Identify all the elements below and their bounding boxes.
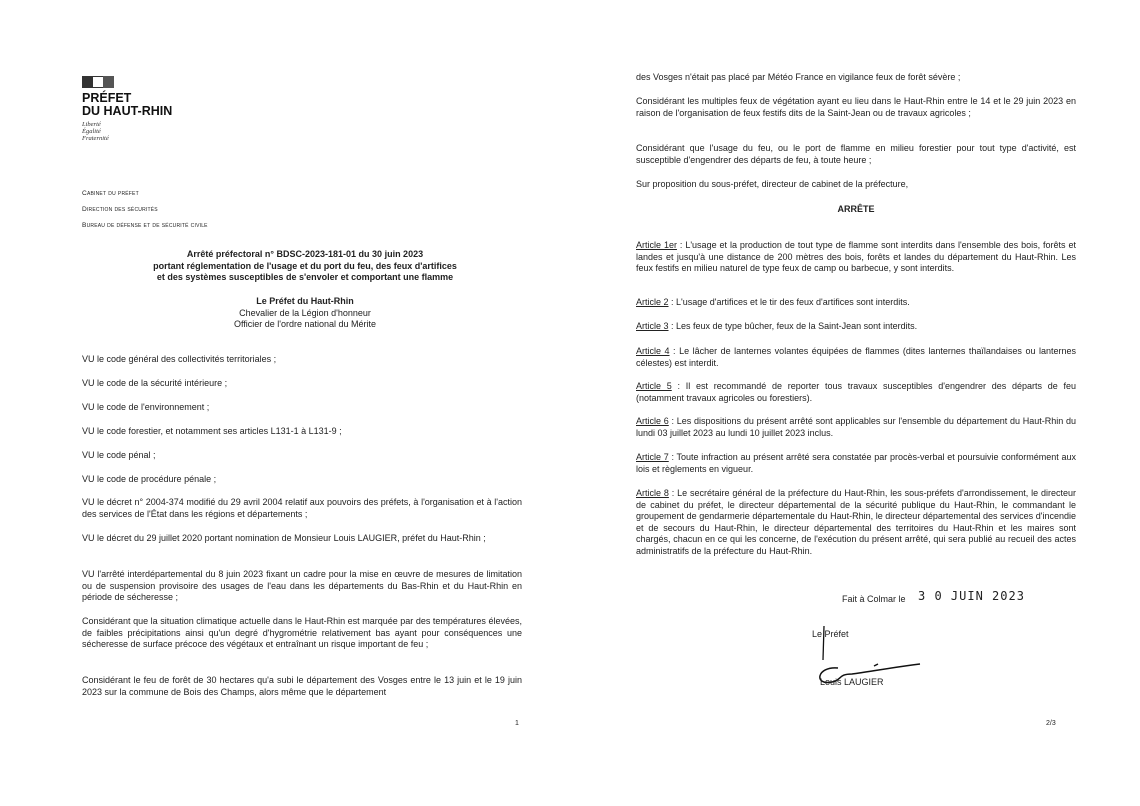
vu-paragraph: VU le code général des collectivités territoriales ; xyxy=(82,354,277,364)
article-label: Article 1er xyxy=(636,240,677,250)
vu-paragraph: VU le code forestier, et notamment ses articles L131-1 à L131-9 ; xyxy=(82,426,342,436)
article-label: Article 7 xyxy=(636,452,669,462)
logo-title-line1: PRÉFET xyxy=(82,91,132,105)
continuation-paragraph: des Vosges n'était pas placé par Météo France en vigilance feux de forêt sévère ; xyxy=(636,72,961,82)
article-8 xyxy=(636,488,1076,557)
article-label: Article 6 xyxy=(636,416,669,426)
motto-liberte: Liberté xyxy=(82,121,101,128)
considerant-paragraph: Considérant que l'usage du feu, ou le port de flamme en milieu forestier pour tout type d'activité, est susceptible d'engendrer des départs de feu, à toute heure ; xyxy=(636,143,1076,165)
article-text: : Les feux de type bûcher, feux de la Saint-Jean sont interdits. xyxy=(668,321,918,331)
article-7 xyxy=(636,452,1076,475)
article-label: Article 3 xyxy=(636,321,669,331)
article-4 xyxy=(636,346,1076,369)
prefet-title-2: Officier de l'ordre national du Mérite xyxy=(233,319,377,329)
vu-paragraph: VU le code de procédure pénale ; xyxy=(82,474,217,484)
vu-paragraph: VU le décret du 29 juillet 2020 portant nomination de Monsieur Louis LAUGIER, préfet du Haut-Rhin ; xyxy=(82,533,486,543)
article-label: Article 8 xyxy=(636,488,669,498)
motto-fraternite: Fraternité xyxy=(82,135,109,142)
article-text: : L'usage d'artifices et le tir des feux d'artifices sont interdits. xyxy=(668,297,910,307)
vu-paragraph: VU l'arrêté interdépartemental du 8 juin 2023 fixant un cadre pour la mise en œuvre de mesures de limitation ou de suspension provisoire des usages de l'eau dans les départements du Bas-Rhin et du Haut-Rhin en période de sécheresse ; xyxy=(82,569,522,602)
article-2 xyxy=(636,297,1076,309)
service-direction: Direction des sécurités xyxy=(82,206,158,213)
signature-place: Fait à Colmar le xyxy=(842,594,906,604)
article-text: : Le lâcher de lanternes volantes équipées de flammes (dites lanternes thaïlandaises ou lanternes célestes) est interdit. xyxy=(636,346,1076,368)
arrete-title xyxy=(100,249,510,284)
considerant-paragraph: Considérant le feu de forêt de 30 hectares qu'a subi le département des Vosges entre le 13 juin et le 19 juin 2023 sur la commune de Bois des Champs, alors même que le département xyxy=(82,675,522,697)
article-text: : Toute infraction au présent arrêté sera constatée par procès-verbal et poursuivie conformément aux lois et règlements en vigueur. xyxy=(636,452,1076,474)
article-1 xyxy=(636,240,1076,275)
proposition-paragraph: Sur proposition du sous-préfet, directeur de cabinet de la préfecture, xyxy=(636,179,909,189)
marianne-flag-icon xyxy=(82,76,114,88)
logo-title-line2: DU HAUT-RHIN xyxy=(82,104,173,118)
service-bureau: Bureau de défense et de sécurité civile xyxy=(82,222,208,229)
arrete-title-line3: et des systèmes susceptibles de s'envoler et comportant une flamme xyxy=(156,272,454,282)
prefet-block xyxy=(100,296,510,331)
services-list xyxy=(82,186,208,234)
prefet-title-1: Chevalier de la Légion d'honneur xyxy=(239,307,371,318)
arrete-title-line1: Arrêté préfectoral n° BDSC-2023-181-01 du 30 juin 2023 xyxy=(186,249,424,259)
arrete-title-line2: portant réglementation de l'usage et du port du feu, des feux d'artifices xyxy=(153,260,457,271)
prefet-name: Le Préfet du Haut-Rhin xyxy=(256,296,354,306)
signatory-name: Louis LAUGIER xyxy=(820,677,884,687)
service-cabinet: Cabinet du préfet xyxy=(82,190,139,197)
considerant-paragraph: Considérant que la situation climatique actuelle dans le Haut-Rhin est marquée par des températures élevées, de faibles précipitations ainsi qu'un degré d'hygrométrie relativement bas ayant pour conséquences une sécheresse de surface précoce des végétaux et entraînant un risque important de feu ; xyxy=(82,616,522,649)
vu-paragraph: VU le code de la sécurité intérieure ; xyxy=(82,378,228,388)
signature-role: Le Préfet xyxy=(812,629,849,639)
vu-paragraph: VU le code pénal ; xyxy=(82,450,156,460)
article-text: : Les dispositions du présent arrêté sont applicables sur l'ensemble du département du Haut-Rhin du lundi 03 juillet 2023 au lundi 10 juillet 2023 inclus. xyxy=(636,416,1076,438)
arrete-heading: ARRÊTE xyxy=(837,204,875,214)
article-5 xyxy=(636,381,1076,404)
article-label: Article 5 xyxy=(636,381,672,391)
motto-egalite: Égalité xyxy=(82,128,101,135)
page-number: 2/3 xyxy=(1046,720,1056,727)
vu-paragraph: VU le décret n° 2004-374 modifié du 29 avril 2004 relatif aux pouvoirs des préfets, à l'organisation et à l'action des services de l'État dans les régions et départements ; xyxy=(82,497,522,519)
article-text: : Le secrétaire général de la préfecture du Haut-Rhin, les sous-préfets d'arrondissement, le directeur de cabinet du préfet, le directeur départemental de la sécurité publique du Haut-Rhin, le commandant le groupement de gendarmerie départementale du Haut-Rhin, le directeur départemental des services d'incendie et de secours du Haut-Rhin, le directeur départemental des territoires du Haut-Rhin et les maires sont chargés, chacun en ce qui les concerne, de l'exécution du présent arrêté, qui sera publié au recueil des actes administratifs de la préfecture du Haut-Rhin. xyxy=(636,488,1076,556)
considerant-paragraph: Considérant les multiples feux de végétation ayant eu lieu dans le Haut-Rhin entre le 14 et le 29 juin 2023 en raison de l'organisation de feux festifs dits de la Saint-Jean ou de travaux agricoles ; xyxy=(636,96,1076,118)
article-label: Article 4 xyxy=(636,346,670,356)
date-stamp: 3 0 JUIN 2023 xyxy=(918,589,1025,603)
logo-motto xyxy=(82,121,202,142)
article-label: Article 2 xyxy=(636,297,669,307)
article-3 xyxy=(636,321,1076,333)
article-text: : L'usage et la production de tout type de flamme sont interdits dans l'ensemble des bois, forêts et landes et jusqu'à une distance de 200 mètres des bois, forêts et landes du département du Haut-Rhin. Les feux festifs en milieu naturel de type feux de camp ou barbecue, y sont interdits. xyxy=(636,240,1076,273)
vu-paragraph: VU le code de l'environnement ; xyxy=(82,402,210,412)
article-text: : Il est recommandé de reporter tous travaux susceptibles d'engendrer des départs de feu (notamment travaux agricoles ou forestiers). xyxy=(636,381,1076,403)
prefet-logo xyxy=(82,76,202,142)
article-6 xyxy=(636,416,1076,439)
page-number: 1 xyxy=(515,720,519,727)
